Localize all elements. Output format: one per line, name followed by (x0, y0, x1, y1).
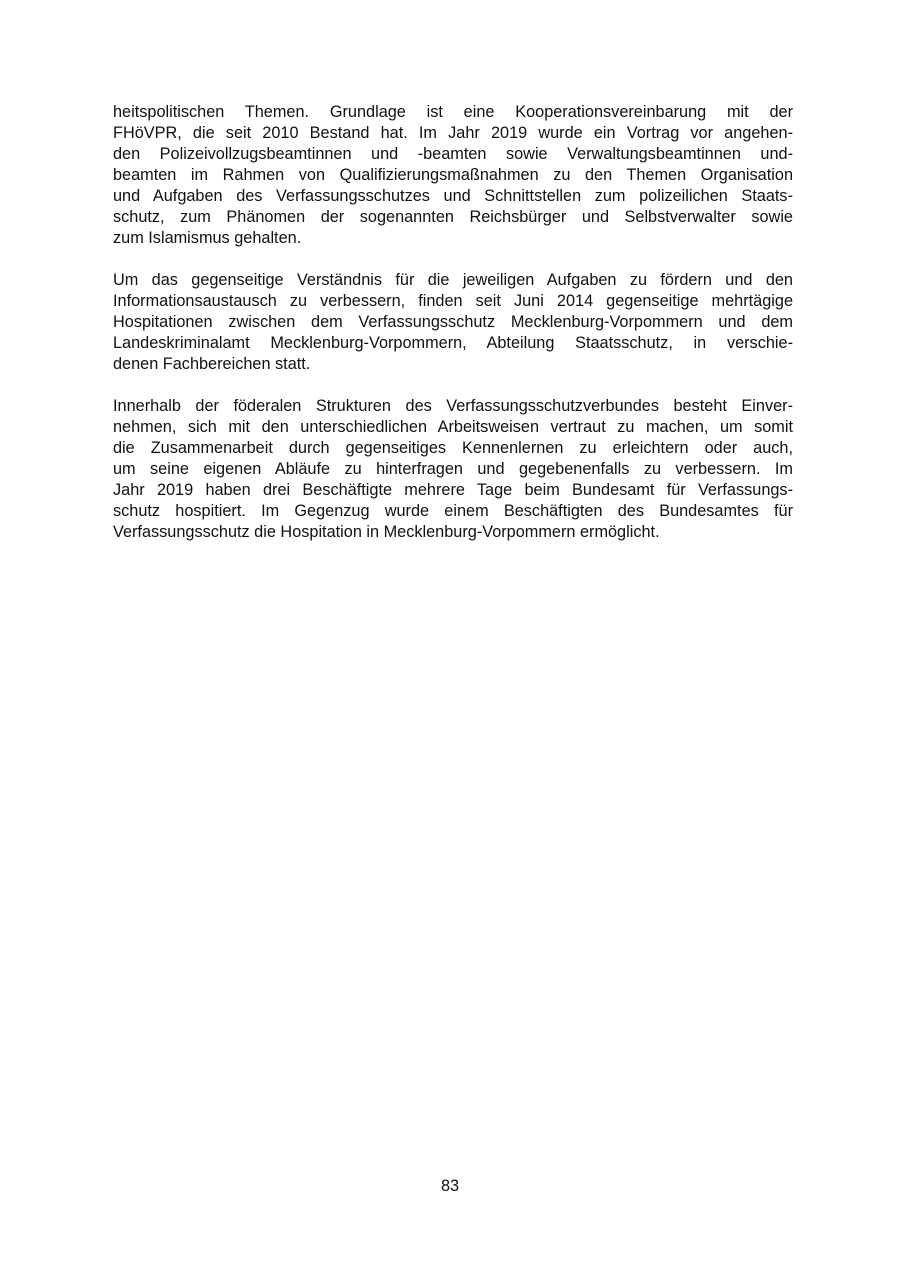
text-line: um seine eigenen Abläufe zu hinterfragen und gegebenenfalls zu verbessern. Im (113, 460, 793, 478)
body-text (113, 102, 793, 564)
text-line: zum Islamismus gehalten. (113, 229, 302, 247)
text-line: die Zusammenarbeit durch gegenseitiges Kennenlernen zu erleichtern oder auch, (113, 439, 793, 457)
text-line: Verfassungsschutz die Hospitation in Mecklenburg-Vorpommern ermöglicht. (113, 523, 660, 541)
page-number: 83 (440, 1177, 460, 1195)
text-line: Informationsaustausch zu verbessern, finden seit Juni 2014 gegenseitige mehrtägige (113, 292, 793, 310)
paragraph-1 (113, 102, 793, 249)
text-line: schutz hospitiert. Im Gegenzug wurde einem Beschäftigten des Bundesamtes für (113, 502, 793, 520)
text-line: beamten im Rahmen von Qualifizierungsmaßnahmen zu den Themen Organisation (113, 166, 793, 184)
text-line: Jahr 2019 haben drei Beschäftigte mehrere Tage beim Bundesamt für Verfassungs- (113, 481, 793, 499)
text-line: und Aufgaben des Verfassungsschutzes und Schnittstellen zum polizeilichen Staats- (113, 187, 793, 205)
text-line: denen Fachbereichen statt. (113, 355, 311, 373)
text-line: Um das gegenseitige Verständnis für die jeweiligen Aufgaben zu fördern und den (113, 271, 793, 289)
paragraph-3 (113, 396, 793, 543)
text-line: FHöVPR, die seit 2010 Bestand hat. Im Jahr 2019 wurde ein Vortrag vor angehen- (113, 124, 793, 142)
text-line: Hospitationen zwischen dem Verfassungsschutz Mecklenburg-Vorpommern und dem (113, 313, 793, 331)
text-line: heitspolitischen Themen. Grundlage ist eine Kooperationsvereinbarung mit der (113, 103, 793, 121)
paragraph-2 (113, 270, 793, 375)
text-line: Innerhalb der föderalen Strukturen des Verfassungsschutzverbundes besteht Einver- (113, 397, 793, 415)
text-line: den Polizeivollzugsbeamtinnen und -beamten sowie Verwaltungsbeamtinnen und- (113, 145, 793, 163)
text-line: nehmen, sich mit den unterschiedlichen Arbeitsweisen vertraut zu machen, um somit (113, 418, 793, 436)
text-line: Landeskriminalamt Mecklenburg-Vorpommern, Abteilung Staatsschutz, in verschie- (113, 334, 793, 352)
text-line: schutz, zum Phänomen der sogenannten Reichsbürger und Selbstverwalter sowie (113, 208, 793, 226)
